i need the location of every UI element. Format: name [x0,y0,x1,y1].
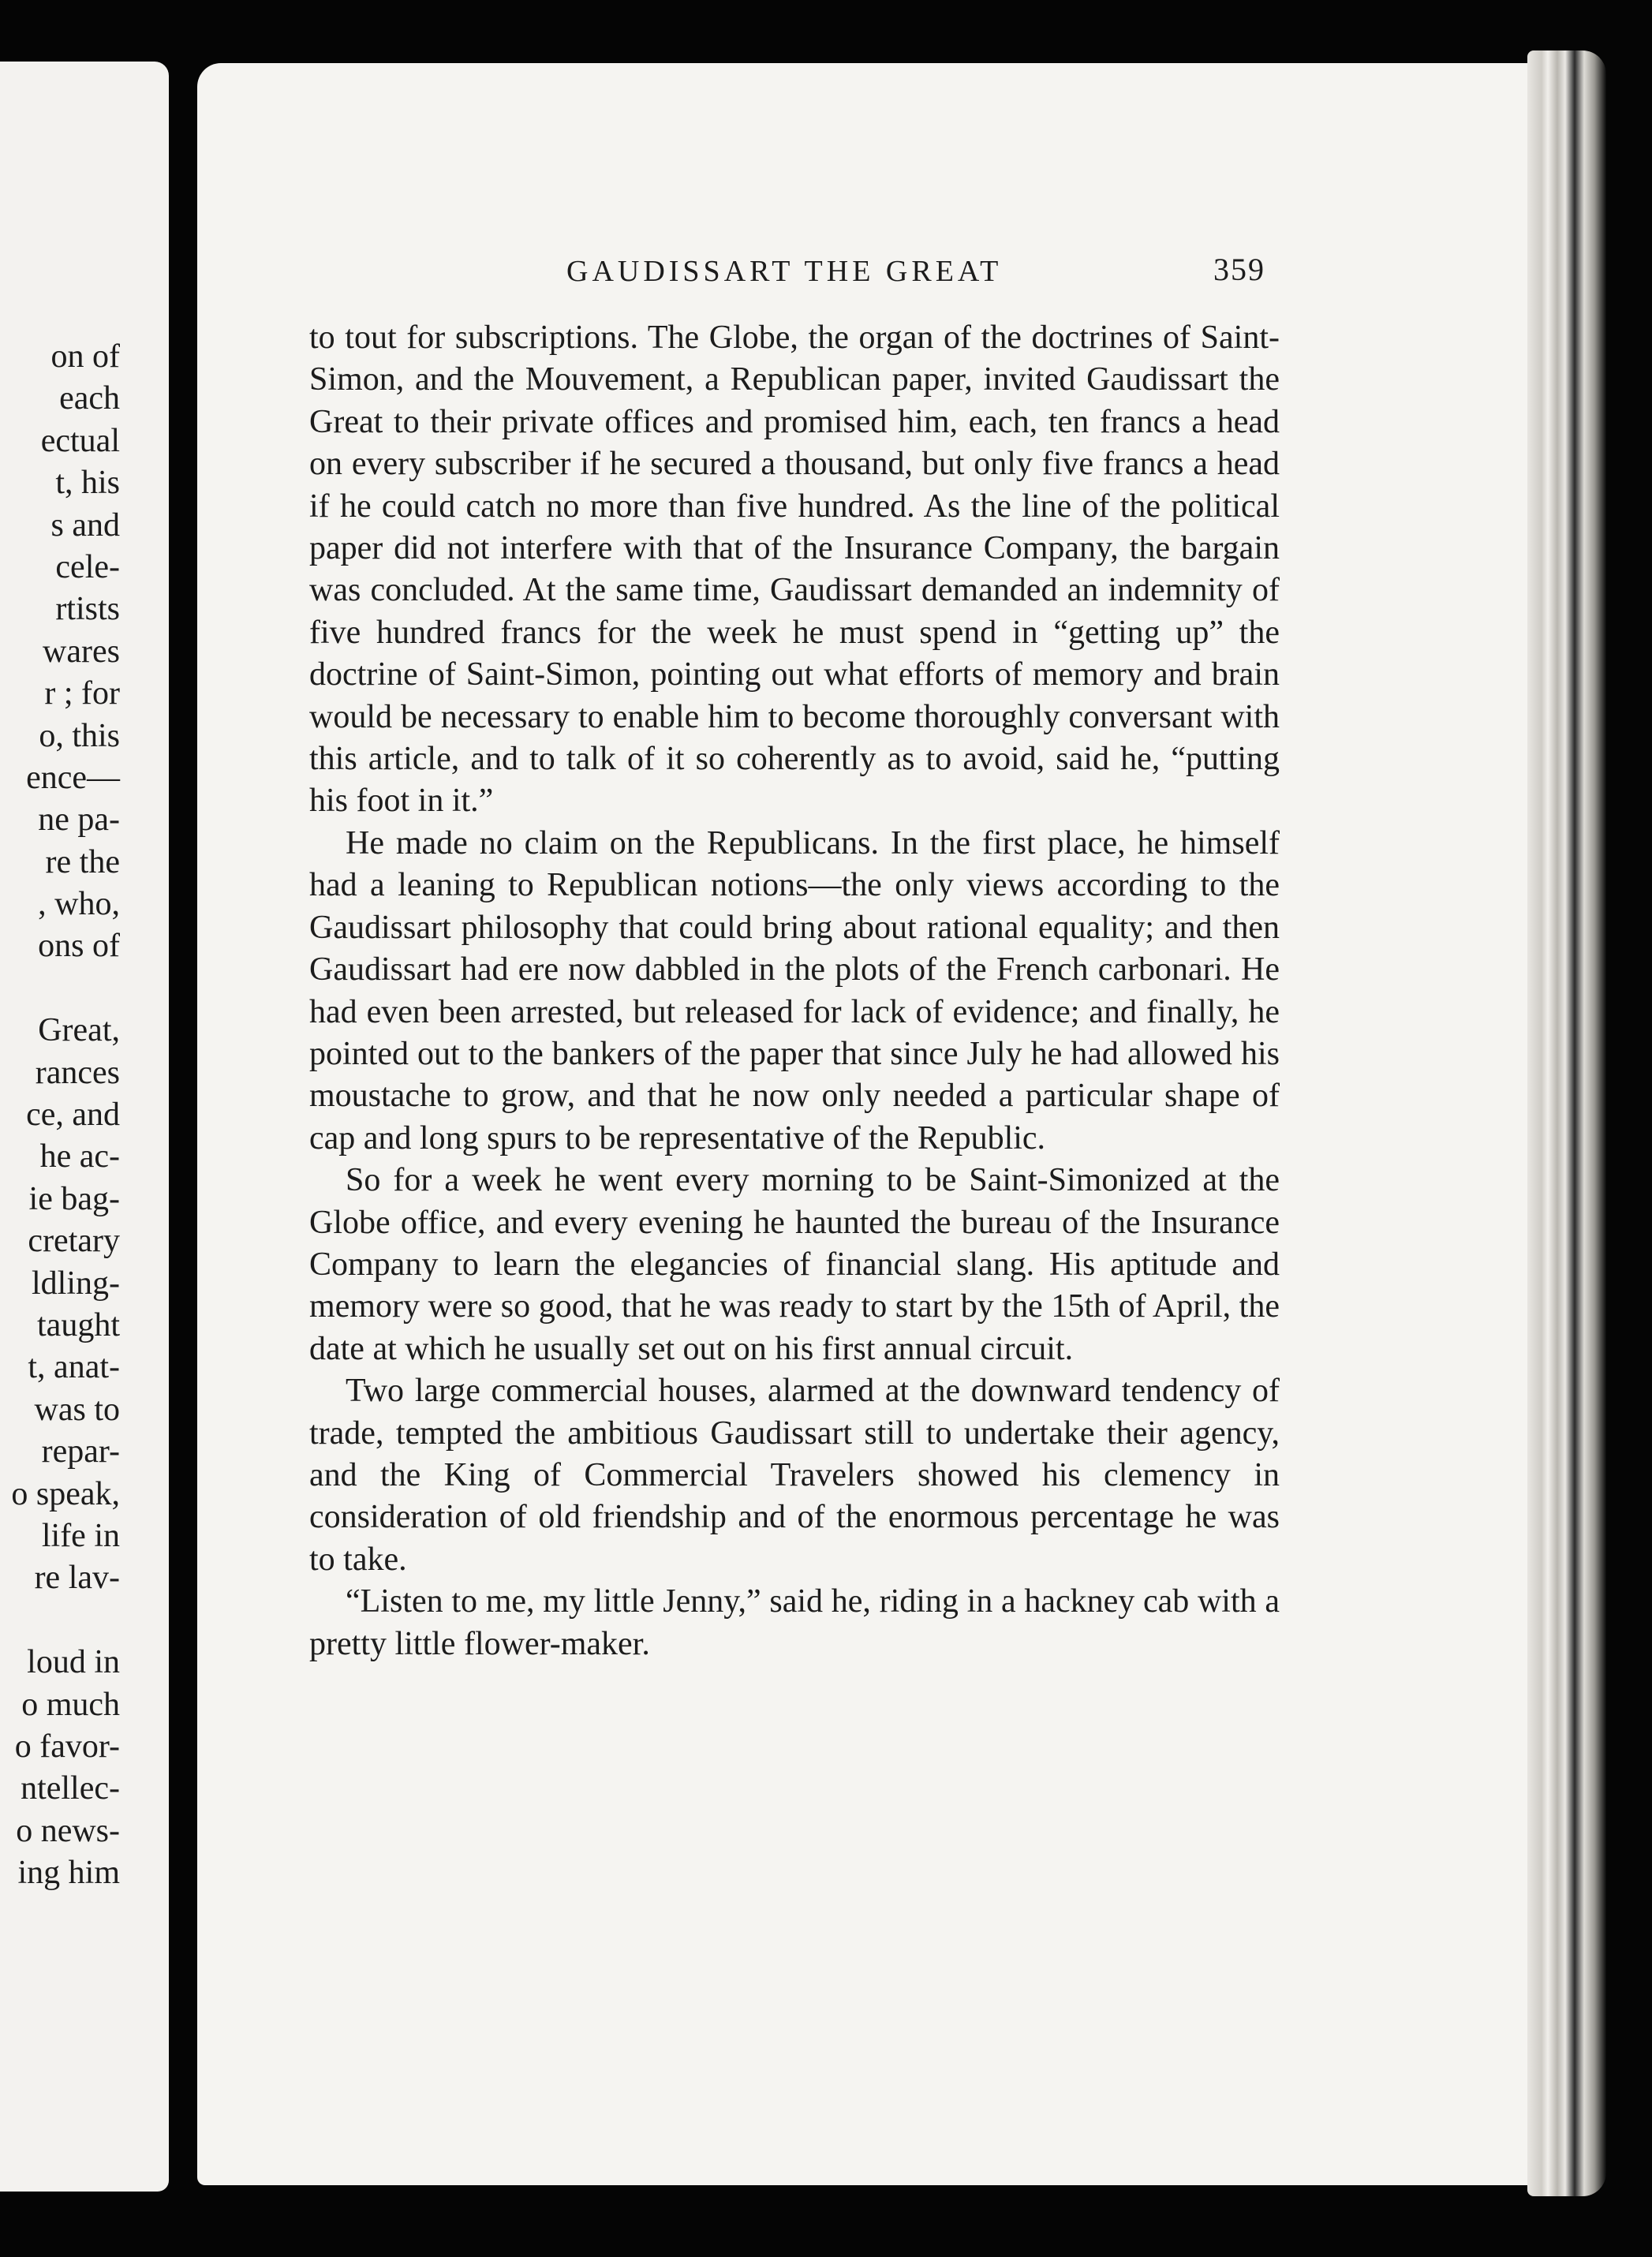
left-page-text [0,336,120,1894]
left-page-line [0,1600,120,1642]
page-number: 359 [1213,252,1265,287]
left-page-line: o, this [39,717,120,754]
paragraph: Two large commercial houses, alarmed at the downward tendency of trade, tempted the ambitious Gaudissart still to undertake their agency, and the King of Commercial Travelers showed his clemency in consideration of old friendship and of the enormous percentage he was to take. [309,1373,1280,1578]
left-page-line: on of [50,338,120,375]
left-page-line: each [59,380,120,417]
left-page-line: o speak, [11,1475,120,1512]
left-page-line: re the [45,843,120,880]
left-page-line: ectual [40,422,120,459]
left-page-line: ence— [26,759,120,796]
left-page [0,62,169,2192]
left-page-line: r ; for [44,675,120,712]
left-page-line: ie bag- [28,1180,120,1217]
left-page-line: ldling- [32,1265,120,1302]
left-page-line: o favor- [14,1728,120,1765]
left-page-line: loud in [27,1644,120,1681]
left-page-line: repar- [41,1433,120,1470]
left-page-line: ing him [17,1855,120,1892]
left-page-line: Great, [38,1012,120,1049]
running-head: GAUDISSART THE GREAT [566,255,1003,288]
left-page-line: ce, and [26,1097,120,1134]
left-page-line: re lav- [34,1560,120,1597]
body-text [309,317,1280,1665]
left-page-line: taught [37,1306,120,1343]
left-page-line: , who, [38,886,120,923]
left-page-line: ntellec- [21,1770,120,1807]
paragraph: He made no claim on the Republicans. In the first place, he himself had a leaning to Republican notions—the only views according to the Gaudissart philosophy that could bring about rational equality; and then Gaudissart had ere now dabbled in the plots of the French carbonari. He had even been arrested, but released for lack of evidence; and finally, he pointed out to the bankers of the paper that since July he had allowed his moustache to grow, and that he now only needed a particular shape of cap and long spurs to be representative of the Republic. [309,824,1280,1157]
left-page-line: t, his [55,465,120,502]
left-page-line: t, anat- [28,1349,120,1386]
left-page-line: was to [34,1391,120,1428]
left-page-line: wares [43,633,120,670]
left-page-line: ne pa- [38,802,120,839]
left-page-line: life in [41,1517,120,1554]
left-page-line: cretary [28,1223,120,1260]
left-page-line: he ac- [39,1138,120,1175]
paragraph: to tout for subscriptions. The Globe, the organ of the doctrines of Saint-Simon, and the Mouvement, a Republican paper, invited Gaudissart the Great to their private offices and promised him, each, ten francs a head on every subscriber if he secured a thousand, but only five francs a head if he could catch no more than five hundred. As the line of the political paper did not interfere with that of the Insurance Company, the bargain was concluded. At the same time, Gaudissart demanded an indemnity of five hundred francs for the week he must spend in “getting up” the doctrine of Saint-Simon, pointing out what efforts of memory and brain would be necessary to enable him to become thoroughly conversant with this article, and to talk of it so coherently as to avoid, said he, “putting his foot in it.” [309,319,1280,820]
left-page-line: ons of [38,928,120,965]
left-page-line: o news- [16,1812,120,1849]
paragraph: “Listen to me, my little Jenny,” said he, riding in a hackney cab with a pretty little flower-maker. [309,1583,1280,1662]
paragraph: So for a week he went every morning to be Saint-Simonized at the Globe office, and every evening he haunted the bureau of the Insurance Company to learn the elegancies of financial slang. His aptitude and memory were so good, that he was ready to start by the 15th of April, the date at which he usually set out on his first annual circuit. [309,1162,1280,1367]
left-page-line: cele- [55,548,120,585]
left-page-line: rtists [55,591,120,628]
left-page-line: s and [50,506,120,544]
left-page-line [0,968,120,1010]
left-page-line: o much [21,1686,120,1723]
left-page-line: rances [35,1054,120,1091]
book-page-edges [1527,50,1606,2196]
